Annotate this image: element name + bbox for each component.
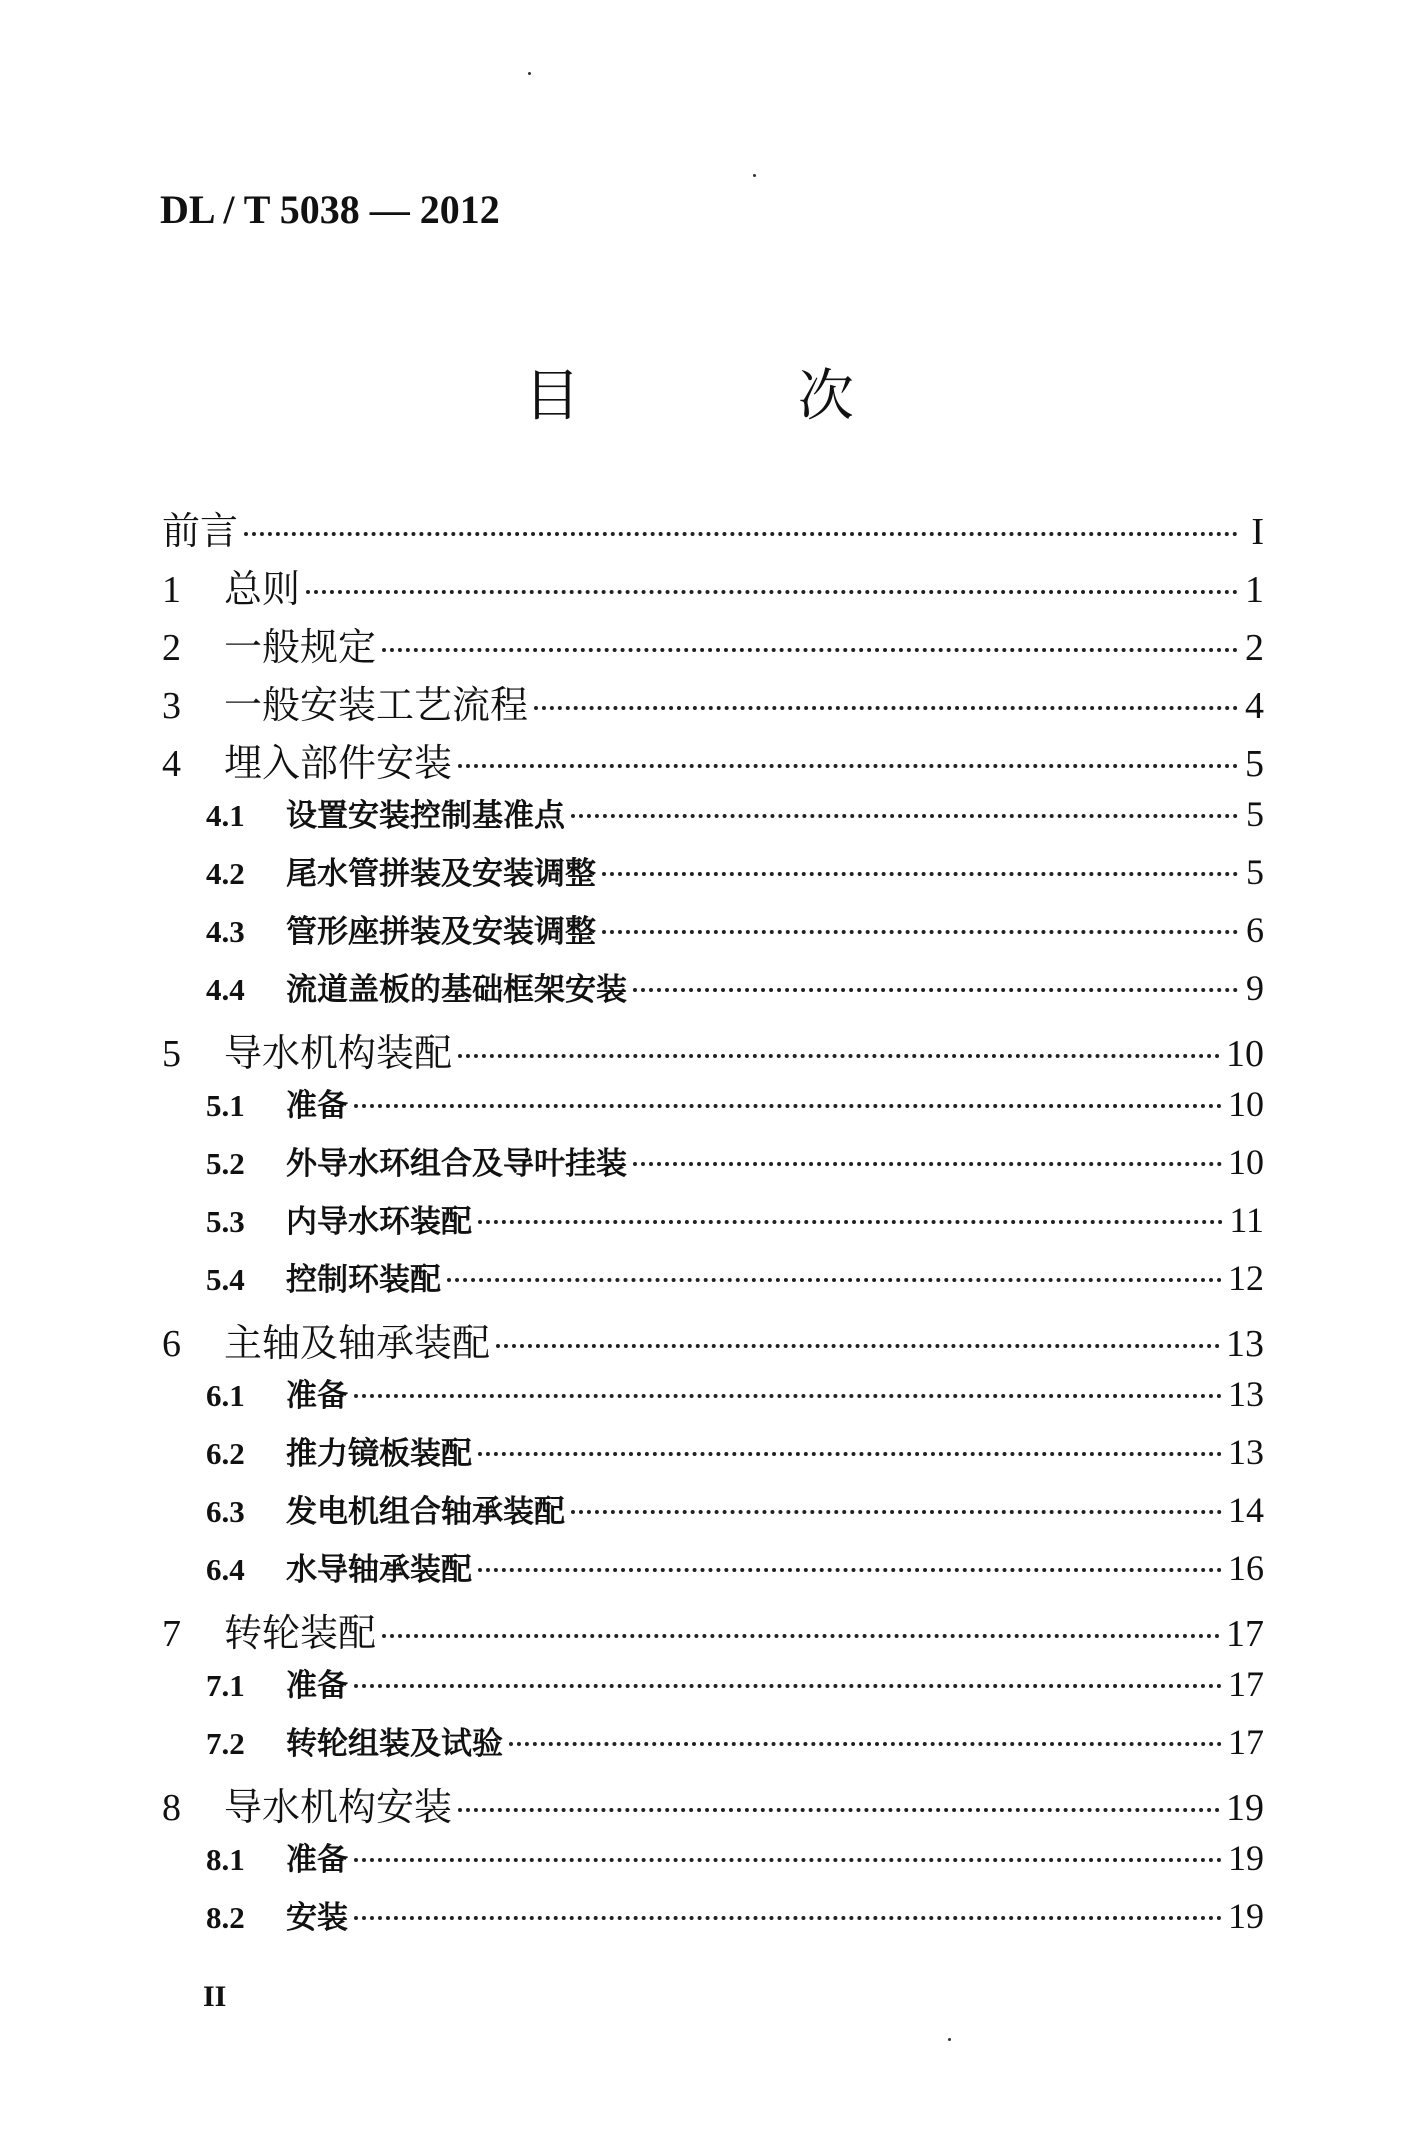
toc-entry-page: 2 — [1245, 627, 1264, 669]
dot-leader — [354, 1916, 1222, 1920]
toc-chapter[interactable] — [162, 732, 1264, 787]
toc-entry-number: 5.3 — [206, 1204, 245, 1239]
toc-entry-page: 19 — [1228, 1896, 1264, 1936]
dot-leader — [478, 1568, 1222, 1572]
dot-leader — [478, 1220, 1223, 1224]
dot-leader — [382, 648, 1238, 652]
toc-entry-number: 2 — [162, 627, 181, 669]
toc-chapter[interactable] — [162, 1776, 1264, 1831]
dot-leader — [458, 1054, 1220, 1058]
toc-entry-page: 19 — [1226, 1787, 1264, 1829]
scan-speck — [753, 174, 756, 177]
toc-title: 目 次 — [524, 364, 954, 429]
toc-entry-title: 准备 — [286, 1668, 348, 1704]
toc-entry-page: 17 — [1226, 1613, 1264, 1655]
toc-entry-page: 12 — [1228, 1258, 1264, 1298]
toc-entry-page: 13 — [1228, 1374, 1264, 1414]
toc-entry-page: 1 — [1245, 569, 1264, 611]
toc-entry-number: 8.2 — [206, 1900, 245, 1935]
toc-entry-title: 前言 — [162, 509, 239, 553]
toc-entry-title: 准备 — [286, 1378, 348, 1414]
dot-leader — [602, 872, 1238, 876]
toc-entry-number: 6 — [162, 1323, 181, 1365]
toc-section[interactable] — [206, 964, 1264, 1009]
toc-entry-title: 主轴及轴承装配 — [224, 1321, 491, 1365]
toc-entry-number: 7 — [162, 1613, 181, 1655]
toc-entry-page: 16 — [1228, 1548, 1264, 1588]
toc-section[interactable] — [206, 1660, 1264, 1705]
toc-entry-page: 17 — [1228, 1664, 1264, 1704]
toc-section[interactable] — [206, 1718, 1264, 1763]
toc-entry-page: 17 — [1228, 1722, 1264, 1762]
toc-chapter[interactable] — [162, 674, 1264, 729]
toc-entry-title: 总则 — [224, 567, 301, 611]
toc-entry-title: 内导水环装配 — [286, 1204, 472, 1240]
toc-entry-number: 7.1 — [206, 1668, 245, 1703]
toc-entry-title: 导水机构安装 — [224, 1785, 453, 1829]
toc-entry-page: 10 — [1226, 1033, 1264, 1075]
dot-leader — [354, 1104, 1222, 1108]
dot-leader — [354, 1684, 1222, 1688]
dot-leader — [602, 930, 1238, 934]
toc-entry-title: 安装 — [286, 1900, 348, 1936]
toc-entry-number: 4 — [162, 743, 181, 785]
toc-entry-page: 13 — [1226, 1323, 1264, 1365]
toc-entry-title: 一般规定 — [224, 625, 377, 669]
toc-chapter[interactable] — [162, 1602, 1264, 1657]
toc-section[interactable] — [206, 906, 1264, 951]
toc-entry-title: 导水机构装配 — [224, 1031, 453, 1075]
dot-leader — [633, 988, 1238, 992]
toc-entry-page: 9 — [1246, 968, 1264, 1008]
toc-entry-number: 8 — [162, 1787, 181, 1829]
toc-entry-title: 设置安装控制基准点 — [286, 798, 565, 834]
toc-entry-page: 6 — [1246, 910, 1264, 950]
toc-entry-title: 推力镜板装配 — [286, 1436, 472, 1472]
toc-entry-number: 6.1 — [206, 1378, 245, 1413]
toc-chapter[interactable] — [162, 1312, 1264, 1367]
toc-entry-title: 水导轴承装配 — [286, 1552, 472, 1588]
toc-entry-title: 一般安装工艺流程 — [224, 683, 529, 727]
toc-section[interactable] — [206, 1892, 1264, 1937]
toc-entry-title: 准备 — [286, 1842, 348, 1878]
dot-leader — [534, 706, 1238, 710]
toc-entry-number: 4.1 — [206, 798, 245, 833]
dot-leader — [244, 532, 1238, 536]
toc-section[interactable] — [206, 1080, 1264, 1125]
toc-entry-number: 4.4 — [206, 972, 245, 1007]
toc-entry-page: 5 — [1246, 852, 1264, 892]
toc-entry-number: 3 — [162, 685, 181, 727]
document-code: DL / T 5038 — 2012 — [160, 187, 500, 232]
toc-entry-title: 流道盖板的基础框架安装 — [286, 972, 627, 1008]
dot-leader — [447, 1278, 1222, 1282]
toc-entry-page: I — [1251, 511, 1264, 553]
toc-entry-number: 1 — [162, 569, 181, 611]
toc-entry-page: 10 — [1228, 1142, 1264, 1182]
dot-leader — [458, 764, 1238, 768]
toc-entry-title: 外导水环组合及导叶挂装 — [286, 1146, 627, 1182]
toc-entry-page: 10 — [1228, 1084, 1264, 1124]
toc-entry-page: 14 — [1228, 1490, 1264, 1530]
dot-leader — [306, 590, 1238, 594]
toc-section[interactable] — [206, 1486, 1264, 1531]
toc-section[interactable] — [206, 1544, 1264, 1589]
toc-chapter[interactable] — [162, 616, 1264, 671]
toc-entry-number: 6.4 — [206, 1552, 245, 1587]
toc-entry-page: 11 — [1229, 1200, 1264, 1240]
toc-entry-page: 5 — [1246, 794, 1264, 834]
toc-section[interactable] — [206, 848, 1264, 893]
toc-entry-number: 7.2 — [206, 1726, 245, 1761]
toc-entry-number: 6.3 — [206, 1494, 245, 1529]
toc-entry-page: 5 — [1245, 743, 1264, 785]
toc-entry-number: 8.1 — [206, 1842, 245, 1877]
toc-chapter[interactable] — [162, 1022, 1264, 1077]
toc-section[interactable] — [206, 790, 1264, 835]
toc-section[interactable] — [206, 1196, 1264, 1241]
toc-chapter[interactable] — [162, 558, 1264, 613]
dot-leader — [354, 1394, 1222, 1398]
toc-entry-number: 4.2 — [206, 856, 245, 891]
page-number: II — [203, 1980, 227, 2013]
dot-leader — [571, 1510, 1222, 1514]
dot-leader — [478, 1452, 1222, 1456]
toc-chapter[interactable] — [162, 500, 1264, 555]
toc-entry-title: 转轮装配 — [224, 1611, 377, 1655]
toc-entry-number: 4.3 — [206, 914, 245, 949]
toc-section[interactable] — [206, 1254, 1264, 1299]
dot-leader — [496, 1344, 1220, 1348]
toc-section[interactable] — [206, 1834, 1264, 1879]
toc-entry-title: 管形座拼装及安装调整 — [286, 914, 596, 950]
scan-speck — [528, 72, 531, 75]
toc-entry-title: 发电机组合轴承装配 — [286, 1494, 565, 1530]
toc-entry-number: 5.1 — [206, 1088, 245, 1123]
toc-section[interactable] — [206, 1428, 1264, 1473]
toc-entry-page: 19 — [1228, 1838, 1264, 1878]
toc-entry-title: 尾水管拼装及安装调整 — [286, 856, 596, 892]
toc-section[interactable] — [206, 1370, 1264, 1415]
dot-leader — [354, 1858, 1222, 1862]
dot-leader — [509, 1742, 1222, 1746]
toc-entry-title: 转轮组装及试验 — [286, 1726, 503, 1762]
toc-entry-number: 5 — [162, 1033, 181, 1075]
toc-entry-title: 埋入部件安装 — [224, 741, 453, 785]
dot-leader — [633, 1162, 1222, 1166]
toc-entry-number: 5.4 — [206, 1262, 245, 1297]
dot-leader — [571, 814, 1238, 818]
toc-entry-number: 5.2 — [206, 1146, 245, 1181]
toc-entry-number: 6.2 — [206, 1436, 245, 1471]
toc-entry-title: 控制环装配 — [286, 1262, 441, 1298]
toc-entry-page: 4 — [1245, 685, 1264, 727]
toc-entry-page: 13 — [1228, 1432, 1264, 1472]
toc-section[interactable] — [206, 1138, 1264, 1183]
scan-speck — [948, 2038, 951, 2041]
dot-leader — [382, 1634, 1220, 1638]
dot-leader — [458, 1808, 1220, 1812]
toc-entry-title: 准备 — [286, 1088, 348, 1124]
